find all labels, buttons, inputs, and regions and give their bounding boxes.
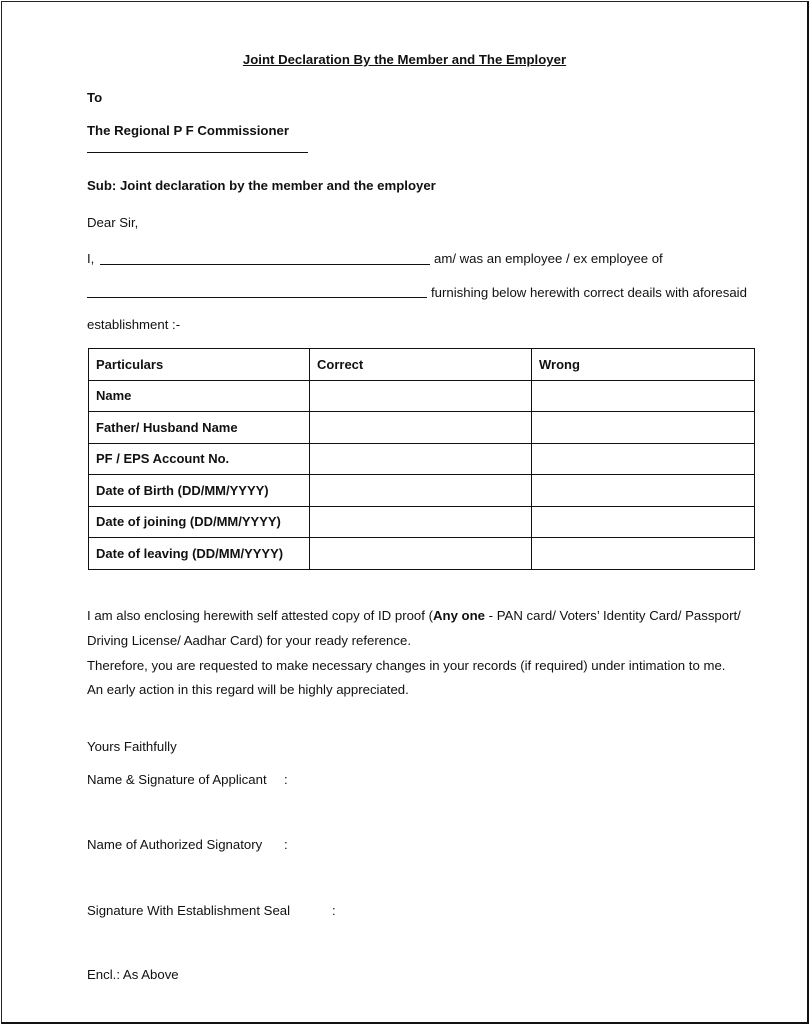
- wrong-father-husband-cell[interactable]: [532, 412, 755, 444]
- table-row: [89, 506, 755, 538]
- wrong-name-cell[interactable]: [532, 380, 755, 412]
- declarant-name-blank: [100, 264, 430, 265]
- correct-father-husband-cell[interactable]: [310, 412, 532, 444]
- header-particulars: Particulars: [89, 349, 310, 381]
- correct-dol-cell[interactable]: [310, 538, 532, 570]
- enclosure-note: Encl.: As Above: [87, 967, 179, 982]
- any-one-emphasis: Any one: [432, 608, 486, 623]
- to-label: To: [87, 90, 103, 105]
- early-action-line: An early action in this regard will be highly appreciated.: [87, 682, 409, 697]
- para-text-b: - PAN card/ Voters’ Identity Card/ Passport/: [485, 608, 741, 623]
- header-wrong: Wrong: [532, 349, 755, 381]
- row-label-father-husband-name: Father/ Husband Name: [89, 412, 310, 444]
- establishment-seal-label: Signature With Establishment Seal: [87, 903, 291, 918]
- para-text-a: I am also enclosing herewith self attested copy of ID proof (: [87, 608, 433, 623]
- form-page: [1, 1, 809, 1024]
- addressee: The Regional P F Commissioner: [87, 123, 290, 138]
- employee-status-text: am/ was an employee / ex employee of: [434, 251, 663, 266]
- table-row: [89, 412, 755, 444]
- row-label-name: Name: [89, 380, 310, 412]
- addressee-blank-line: [87, 152, 308, 153]
- form-title: Joint Declaration By the Member and The Employer: [242, 52, 567, 67]
- salutation: Dear Sir,: [87, 215, 139, 230]
- correct-account-cell[interactable]: [310, 443, 532, 475]
- authorized-signatory-colon: :: [284, 837, 288, 852]
- applicant-signature-label: Name & Signature of Applicant: [87, 772, 267, 787]
- furnishing-text: furnishing below herewith correct deails with aforesaid: [431, 285, 747, 300]
- row-label-date-of-joining: Date of joining (DD/MM/YYYY): [89, 506, 310, 538]
- applicant-signature-colon: :: [284, 772, 288, 787]
- table-row: [89, 443, 755, 475]
- correct-name-cell[interactable]: [310, 380, 532, 412]
- subject-line: Sub: Joint declaration by the member and the employer: [87, 178, 436, 193]
- closing: Yours Faithfully: [87, 739, 177, 754]
- row-label-date-of-birth: Date of Birth (DD/MM/YYYY): [89, 475, 310, 507]
- wrong-doj-cell[interactable]: [532, 506, 755, 538]
- employer-name-blank: [87, 297, 427, 298]
- details-table: [88, 348, 755, 570]
- enclosure-paragraph-line-1: [87, 608, 741, 623]
- wrong-dol-cell[interactable]: [532, 538, 755, 570]
- authorized-signatory-label: Name of Authorized Signatory: [87, 837, 263, 852]
- establishment-text: establishment :-: [87, 317, 181, 332]
- table-row: [89, 538, 755, 570]
- correct-dob-cell[interactable]: [310, 475, 532, 507]
- table-header-row: [89, 349, 755, 381]
- row-label-date-of-leaving: Date of leaving (DD/MM/YYYY): [89, 538, 310, 570]
- header-correct: Correct: [310, 349, 532, 381]
- wrong-account-cell[interactable]: [532, 443, 755, 475]
- table-row: [89, 380, 755, 412]
- request-line: Therefore, you are requested to make necessary changes in your records (if required) under intimation to me.: [87, 658, 726, 673]
- row-label-account-no: PF / EPS Account No.: [89, 443, 310, 475]
- declarant-prefix: I,: [87, 251, 95, 266]
- enclosure-paragraph-line-2: Driving License/ Aadhar Card) for your ready reference.: [87, 633, 411, 648]
- wrong-dob-cell[interactable]: [532, 475, 755, 507]
- table-row: [89, 475, 755, 507]
- correct-doj-cell[interactable]: [310, 506, 532, 538]
- establishment-seal-colon: :: [332, 903, 336, 918]
